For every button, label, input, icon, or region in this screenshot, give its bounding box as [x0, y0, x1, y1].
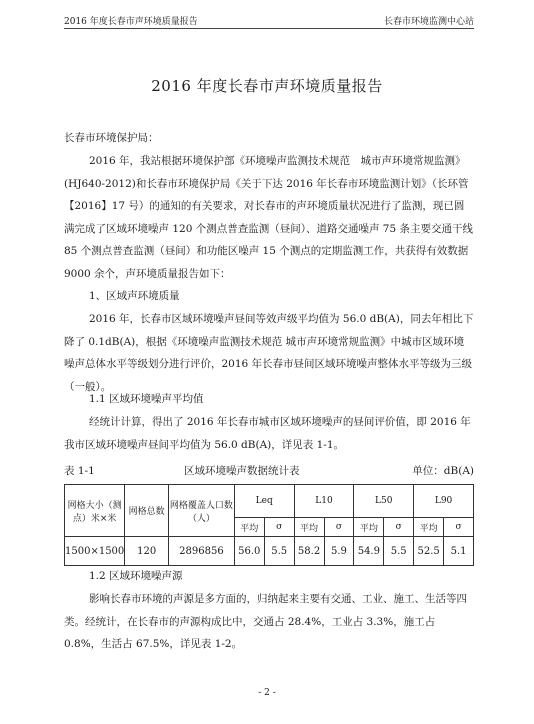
subheader-sigma: σ: [384, 518, 414, 537]
cell-grid-count: 120: [125, 537, 169, 566]
column-header-l90: L90: [414, 485, 474, 518]
cell-l90-mean: 52.5: [414, 537, 444, 566]
section-1-heading: 1、区域声环境质量: [89, 290, 180, 302]
cell-leq-sigma: 5.5: [264, 537, 294, 566]
cell-l10-mean: 58.2: [294, 537, 324, 566]
subheader-mean: 平均: [294, 518, 324, 537]
header-divider: [64, 28, 474, 29]
noise-statistics-table: [64, 484, 474, 566]
subheader-sigma: σ: [444, 518, 474, 537]
intro-paragraph: 2016 年，我站根据环境保护部《环境噪声监测技术规范 城市声环境常规监测》(HJ640-2012)和长春市环境保护局《关于下达 2016 年长春市环境监测计划》（长环管【2016】17 号）的通知的有关要求，对长春市的声环境质量状况进行了监测，现已圆满完成了区域环境噪声 120 个测点普查监测（昼间）、道路交通噪声 75 条主要交通干线 85 个测点普查监测（昼间）和功能区噪声 15 个测点的定期监测工作，共获得有效数据 9000 余个，声环境质量报告如下：: [64, 155, 474, 280]
table-unit: 单位：dB(A): [412, 465, 474, 477]
salutation: 长春市环境保护局：: [64, 132, 159, 144]
section-1-2-paragraph: 影响长春市环境的声源是多方面的，归纳起来主要有交通、工业、施工、生活等四类。经统计，在长春市的声源构成比中，交通占 28.4%，工业占 3.3%，施工占 0.8%，生活占 67.5%，详见表 1-2。: [64, 593, 467, 650]
page-header: [64, 14, 474, 27]
document-title: 2016 年度长春市声环境质量报告: [151, 77, 383, 95]
column-header-leq: Leq: [234, 485, 294, 518]
section-1-1-paragraph: 经统计计算，得出了 2016 年长春市城市区域环境噪声的昼间评价值，即 2016 年我市区域环境噪声昼间平均值为 56.0 dB(A)，详见表 1-1。: [64, 416, 471, 451]
header-left-text: 2016 年度长春市声环境质量报告: [64, 17, 198, 27]
column-header-l10: L10: [294, 485, 354, 518]
subheader-mean: 平均: [234, 518, 264, 537]
cell-l50-mean: 54.9: [354, 537, 384, 566]
header-right-text: 长春市环境监测中心站: [383, 17, 474, 27]
cell-l10-sigma: 5.9: [324, 537, 354, 566]
cell-leq-mean: 56.0: [234, 537, 264, 566]
cell-l50-sigma: 5.5: [384, 537, 414, 566]
table-label: 表 1-1: [64, 465, 95, 477]
table-header-row: [65, 485, 474, 518]
cell-l90-sigma: 5.1: [444, 537, 474, 566]
subheader-mean: 平均: [414, 518, 444, 537]
column-header-l50: L50: [354, 485, 414, 518]
table-row: [65, 537, 474, 566]
cell-population: 2896856: [169, 537, 235, 566]
cell-grid-size: 1500×1500: [65, 537, 125, 566]
table-title: 区域环境噪声数据统计表: [184, 465, 300, 477]
section-1-paragraph: 2016 年，长春市区域环境噪声昼间等效声级平均值为 56.0 dB(A)，同去年相比下降了 0.1dB(A)，根据《环境噪声监测技术规范 城市声环境常规监测》中城市区域环境噪声总体水平等级划分进行评价，2016 年长春市昼间区域环境噪声整体水平等级为三级（一般）。: [64, 313, 474, 393]
page-number: - 2 -: [258, 688, 276, 698]
column-header-population: 网格覆盖人口数（人）: [169, 485, 235, 537]
section-1-1-heading: 1.1 区域环境噪声平均值: [89, 393, 204, 405]
subheader-mean: 平均: [354, 518, 384, 537]
subheader-sigma: σ: [264, 518, 294, 537]
column-header-count: 网格总数: [125, 485, 169, 537]
subheader-sigma: σ: [324, 518, 354, 537]
section-1-2-heading: 1.2 区域环境噪声源: [89, 570, 183, 582]
column-header-grid: 网格大小（测点）米×米: [65, 485, 125, 537]
